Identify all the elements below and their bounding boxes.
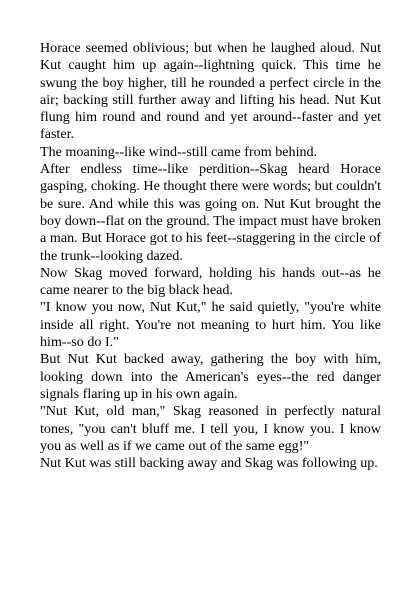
paragraph: Nut Kut was still backing away and Skag was following up. [40,455,378,472]
page-body [40,40,381,472]
paragraph: Now Skag moved forward, holding his hands out--as he came nearer to the big black head. [40,264,381,299]
paragraph: After endless time--like perdition--Skag heard Horace gasping, choking. He thought there were words; but couldn't be sure. And while this was going on. Nut Kut brought the boy down--flat on the ground. The impact must have broken a man. But Horace got to his feet--staggering in the circle of the trunk--looking dazed. [40,161,381,264]
paragraph: The moaning--like wind--still came from behind. [40,143,318,160]
paragraph: "Nut Kut, old man," Skag reasoned in perfectly natural tones, "you can't bluff me. I tell you, I know you. I know you as well as if we came out of the same egg!" [40,403,381,454]
paragraph: But Nut Kut backed away, gathering the boy with him, looking down into the American's eyes--the red danger signals flaring up in his own again. [40,351,381,402]
paragraph: "I know you now, Nut Kut," he said quietly, "you're white inside all right. You're not meaning to hurt him. You like him--so do I." [40,299,381,351]
paragraph: Horace seemed oblivious; but when he laughed aloud. Nut Kut caught him up again--lightning quick. This time he swung the boy higher, till he rounded a perfect circle in the air; backing still further away and lifting his head. Nut Kut flung him round and round and yet around--faster and yet faster. [40,40,381,143]
